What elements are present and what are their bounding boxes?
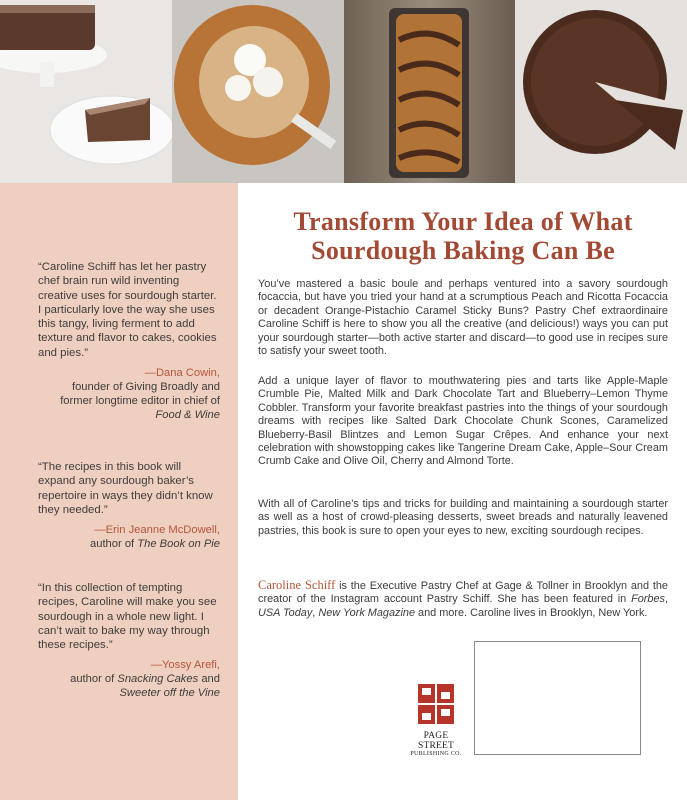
separator: , bbox=[664, 593, 668, 606]
galette-photo bbox=[172, 0, 344, 183]
publication-title: New York Magazine bbox=[318, 606, 416, 619]
quote-block bbox=[38, 581, 220, 700]
chocolate-cake-slice-photo bbox=[0, 0, 172, 183]
photo-strip bbox=[0, 0, 687, 183]
quote-author: —Dana Cowin, bbox=[144, 367, 220, 380]
description-paragraph: With all of Caroline’s tips and tricks for building and maintaining a sourdough starter as well as a host of crowd-pleasing desserts, sweet breads and naturally leavened pastries, this book is sure to open your eyes to new, exciting sourdough recipes. bbox=[258, 498, 668, 537]
publisher-subname: PUBLISHING CO. bbox=[410, 751, 462, 757]
quote-attribution bbox=[38, 523, 220, 551]
bio-text: and more. Caroline lives in Brooklyn, New York. bbox=[415, 606, 648, 619]
publisher-logo bbox=[410, 680, 462, 758]
book-title: Sweeter off the Vine bbox=[119, 687, 220, 700]
separator: , bbox=[312, 606, 319, 619]
quote-text: “The recipes in this book will expand any sourdough baker’s repertoire in ways they didn’t know they needed.” bbox=[38, 461, 213, 516]
book-title: Snacking Cakes bbox=[117, 673, 199, 686]
babka-loaf-photo bbox=[344, 0, 515, 183]
quote-text: “In this collection of tempting recipes, Caroline will make you see sourdough in a whole new light. I can’t wait to bake my way through these recipes.” bbox=[38, 582, 217, 652]
quote-attribution bbox=[38, 366, 220, 422]
barcode-box bbox=[474, 641, 641, 755]
quote-author-role: founder of Giving Broadly and former longtime editor in chief of bbox=[60, 381, 220, 408]
headline: Transform Your Idea of What Sourdough Baking Can Be bbox=[293, 207, 633, 265]
conjunction: and bbox=[198, 673, 220, 686]
bio-text: is the Executive Pastry Chef at Gage & Tollner in Brooklyn and the creator of the Instagram account Pastry Schiff. She has been featured in bbox=[258, 580, 668, 606]
quote-block bbox=[38, 460, 220, 551]
quote-attribution bbox=[38, 658, 220, 700]
praise-quotes-panel bbox=[0, 183, 238, 800]
author-name: Caroline Schiff bbox=[258, 578, 336, 592]
book-title: The Book on Pie bbox=[137, 538, 220, 551]
author-bio bbox=[258, 579, 668, 620]
description-column bbox=[238, 183, 687, 800]
quote-author-role: author of bbox=[70, 673, 115, 686]
quote-author-role: author of bbox=[90, 538, 135, 551]
publication-title: Forbes bbox=[631, 593, 665, 606]
publication-title: USA Today bbox=[258, 606, 313, 619]
chocolate-tart-photo bbox=[515, 0, 687, 183]
page-street-logo-icon bbox=[414, 680, 458, 728]
publication-title: Food & Wine bbox=[155, 409, 220, 422]
publisher-name: PAGE STREET bbox=[417, 731, 455, 751]
quote-author: —Erin Jeanne McDowell, bbox=[94, 524, 220, 537]
description-paragraph: Add a unique layer of flavor to mouthwatering pies and tarts like Apple-Maple Crumble Pie, Malted Milk and Dark Chocolate Tart and Blueberry–Lemon Thyme Cobbler. Transform your favorite breakfast pastries into the things of your sourdough dreams with recipes like Salted Dark Chocolate Chunk Scones, Caramelized Blueberry-Basil Blintzes and Lemon Sugar Crêpes. And enhance your next celebration with showstopping cakes like Tangerine Dream Cake, Apple–Sour Cream Crumb Cake and Olive Oil, Cherry and Almond Torte. bbox=[258, 375, 668, 468]
description-paragraph: You’ve mastered a basic boule and perhaps ventured into a savory sourdough focaccia, but have you tried your hand at a scrumptious Peach and Ricotta Focaccia or decadent Orange-Pistachio Caramel Sticky Buns? Pastry Chef extraordinaire Caroline Schiff is here to show you all the creative (and delicious!) ways you can put your sourdough starter—both active starter and discard—to good use in recipes sure to satisfy your sweet tooth. bbox=[258, 278, 668, 358]
quote-text: “Caroline Schiff has let her pastry chef brain run wild inventing creative uses for sourdough starter. I particularly love the way she uses this tangy, living ferment to add texture and flavor to cakes, cookies and pies.” bbox=[38, 261, 217, 359]
quote-author: —Yossy Arefi, bbox=[150, 659, 220, 672]
quote-block bbox=[38, 260, 220, 422]
